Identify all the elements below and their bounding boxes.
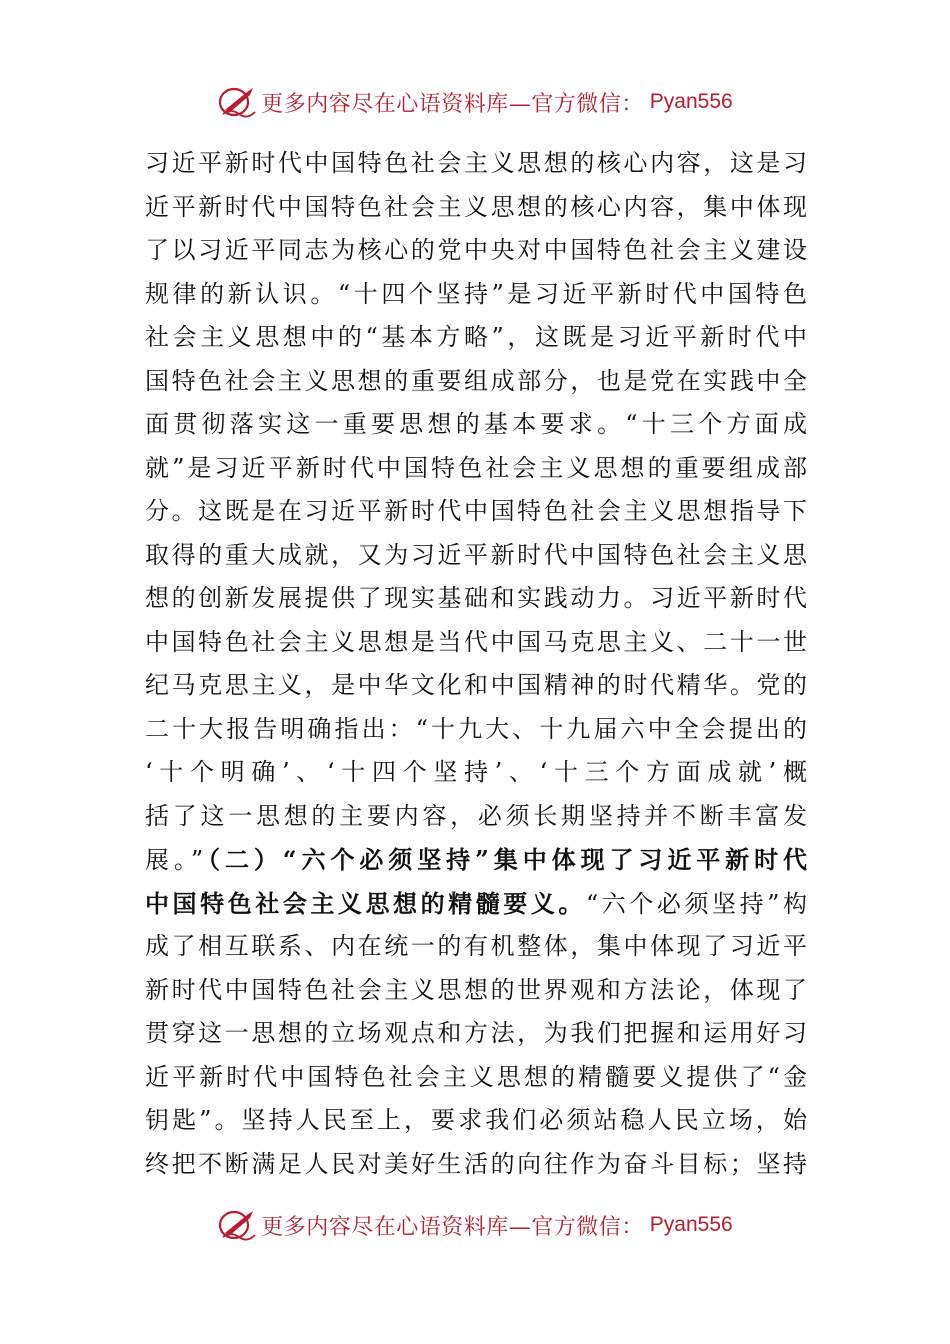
text-line: 社会主义思想中的“基本方略”，这既是习近平新时代中 [145, 323, 807, 351]
text-line: 规律的新认识。“十四个坚持”是习近平新时代中国特色 [145, 279, 807, 308]
text-line: 贯穿这一思想的立场观点和方法，为我们把握和运用好习 [145, 1019, 807, 1047]
header-banner [0, 82, 950, 122]
footer-banner [0, 1205, 950, 1245]
pen-circle-icon [217, 1207, 259, 1243]
text-line: 国特色社会主义思想的重要组成部分，也是党在实践中全 [145, 366, 807, 395]
text-line: 括了这一思想的主要内容，必须长期坚持并不断丰富发 [145, 801, 807, 830]
text-line-with-heading [145, 882, 807, 926]
text-line: 新时代中国特色社会主义思想的世界观和方法论，体现了 [145, 975, 807, 1004]
text-line: 分。这既是在习近平新时代中国特色社会主义思想指导下 [145, 497, 807, 525]
document-body [145, 142, 807, 1186]
text-run: “六个必须坚持”构 [585, 889, 807, 918]
footer-banner-text: 更多内容尽在心语资料库—官方微信： [261, 1214, 644, 1240]
text-line: 了以习近平同志为核心的党中央对中国特色社会主义建设 [145, 236, 807, 264]
section-heading-part2: 中国特色社会主义思想的精髓要义。 [145, 888, 586, 918]
section-heading-part1: （二）“六个必须坚持”集中体现了习近平新时代 [203, 845, 807, 874]
text-line: 终把不断满足人民对美好生活的向往作为奋斗目标；坚持 [145, 1149, 807, 1178]
text-line: 中国特色社会主义思想是当代中国马克思主义、二十一世 [145, 627, 807, 656]
text-line: 成了相互联系、内在统一的有机整体，集中体现了习近平 [145, 932, 807, 960]
footer-banner-handle: Pyan556 [649, 1213, 733, 1236]
text-line: 就”是习近平新时代中国特色社会主义思想的重要组成部 [145, 453, 807, 482]
text-line: 近平新时代中国特色社会主义思想的核心内容，集中体现 [145, 192, 807, 221]
header-banner-handle: Pyan556 [649, 90, 733, 113]
text-line: 习近平新时代中国特色社会主义思想的核心内容，这是习 [145, 149, 807, 177]
text-line: 取得的重大成就，又为习近平新时代中国特色社会主义思 [145, 540, 807, 569]
pen-circle-icon [217, 84, 259, 120]
header-banner-text: 更多内容尽在心语资料库—官方微信： [261, 91, 644, 117]
text-line: 想的创新发展提供了现实基础和实践动力。习近平新时代 [145, 584, 807, 612]
text-line: 钥匙”。坚持人民至上，要求我们必须站稳人民立场，始 [145, 1106, 807, 1134]
text-line: 面贯彻落实这一重要思想的基本要求。“十三个方面成 [145, 410, 807, 438]
text-line: ‘十个明确’、‘十四个坚持’、‘十三个方面成就’概 [145, 758, 807, 786]
text-line-with-heading [145, 838, 807, 882]
text-run: 展。” [145, 846, 204, 874]
text-line: 近平新时代中国特色社会主义思想的精髓要义提供了“金 [145, 1062, 807, 1091]
text-line: 二十大报告明确指出：“十九大、十九届六中全会提出的 [145, 714, 807, 743]
text-line: 纪马克思主义，是中华文化和中国精神的时代精华。党的 [145, 671, 807, 699]
